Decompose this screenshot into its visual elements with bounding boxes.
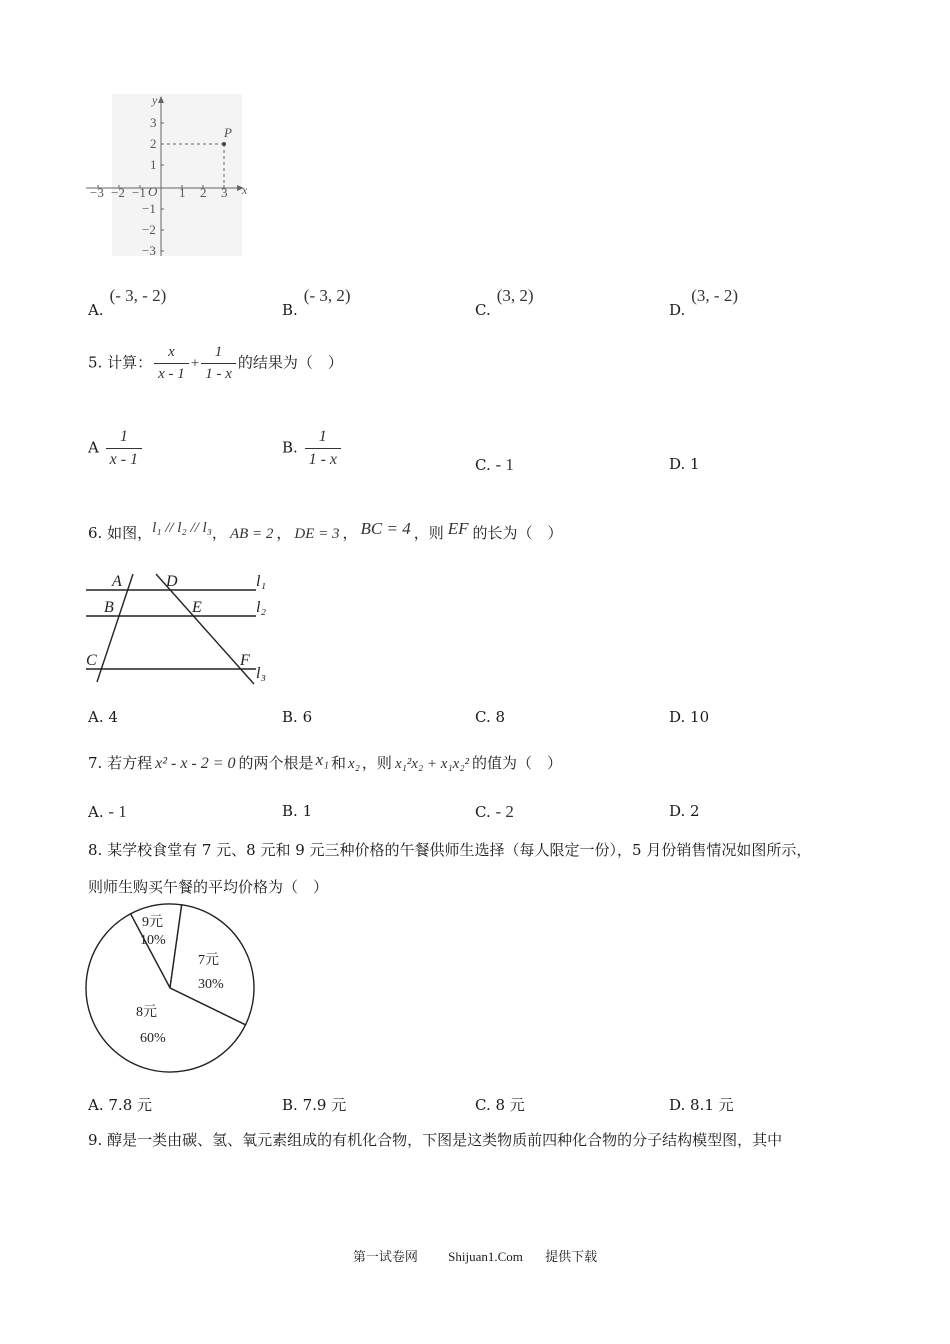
question-9-line-1: 9. 醇是一类由碳、氢、氧元素组成的有机化合物，下图是这类物质前四种化合物的分子结构模型图，其中: [88, 1131, 783, 1149]
y-tick: 2: [150, 136, 157, 151]
label-f: F: [240, 652, 250, 669]
x-tick: −3: [90, 185, 104, 200]
q6-option-c[interactable]: C. 8: [475, 708, 506, 726]
question-7: 7. 若方程 x² - x - 2 = 0 的两个根是 x₁ 和 x₂ ，则 x₁²x₂ + x₁x₂² 的值为（ ）: [88, 750, 563, 772]
x-tick: −1: [132, 185, 146, 200]
q6-option-d[interactable]: D. 10: [669, 708, 710, 726]
q5-option-c[interactable]: C. - 1: [475, 455, 514, 474]
label-a: A: [112, 573, 122, 590]
pie-label-7-yuan: 7元: [198, 953, 219, 968]
q7-option-a[interactable]: A. - 1: [88, 802, 127, 821]
q7-option-b[interactable]: B. 1: [282, 802, 313, 820]
footer-action: 提供下载: [545, 1250, 598, 1265]
pie-value-8-yuan: 60%: [140, 1031, 166, 1046]
q5-option-b[interactable]: B. $\frac{1}{1 - x}$: [282, 428, 343, 469]
y-tick: −3: [142, 243, 156, 258]
label-l3: l₃: [256, 665, 267, 682]
q6-option-b[interactable]: B. 6: [282, 708, 313, 726]
y-tick: 1: [150, 157, 157, 172]
pie-value-9-yuan: 10%: [140, 933, 166, 948]
origin-label: O: [148, 184, 158, 199]
q4-option-d[interactable]: D.(3, - 2): [669, 286, 738, 319]
label-d: D: [166, 573, 178, 590]
q5-fraction-1: $\frac{x}{x - 1}$: [154, 344, 189, 383]
label-c: C: [86, 652, 97, 669]
q5-option-d[interactable]: D. 1: [669, 455, 700, 473]
x-tick: 3: [221, 185, 228, 200]
pie-chart: [84, 902, 256, 1074]
label-l1: l₁: [256, 573, 267, 590]
q4-option-c[interactable]: C.(3, 2): [475, 286, 534, 319]
q5-option-a[interactable]: A $\frac{1}{x - 1}$: [88, 428, 144, 469]
pie-label-8-yuan: 8元: [136, 1005, 157, 1020]
footer-site-cn: 第一试卷网: [352, 1250, 418, 1265]
q8-option-c[interactable]: C. 8 元: [475, 1096, 525, 1114]
y-tick: −2: [142, 222, 156, 237]
x-tick: 2: [200, 185, 207, 200]
q7-option-d[interactable]: D. 2: [669, 802, 700, 820]
point-label: P: [224, 125, 232, 140]
label-b: B: [104, 599, 114, 616]
x-tick: 1: [179, 185, 186, 200]
x-axis-label: x: [242, 183, 248, 197]
q8-option-d[interactable]: D. 8.1 元: [669, 1096, 734, 1114]
label-e: E: [192, 599, 202, 616]
y-tick: 3: [150, 115, 157, 130]
label-l2: l₂: [256, 599, 267, 616]
q4-option-b[interactable]: B.(- 3, 2): [282, 286, 351, 319]
question-5: 5. 计算： $\frac{x}{x - 1}$ + $\frac{1}{1 - x}$ 的结果为（ ）: [88, 344, 343, 382]
page-footer: [0, 1246, 950, 1265]
q8-option-b[interactable]: B. 7.9 元: [282, 1096, 347, 1114]
question-8-line-2: 则师生购买午餐的平均价格为（ ）: [88, 878, 329, 896]
q6-option-a[interactable]: A. 4: [88, 708, 118, 726]
x-tick: −2: [111, 185, 125, 200]
q8-option-a[interactable]: A. 7.8 元: [88, 1096, 153, 1114]
footer-site-en[interactable]: Shijuan1.Com: [448, 1249, 523, 1264]
coordinate-figure: [84, 92, 254, 260]
question-6: 6. 如图，l₁ // l₂ // l₃， AB = 2 ， DE = 3 ， BC = 4 ，则 EF 的长为（ ）: [88, 519, 563, 542]
y-axis-label: y: [152, 93, 158, 107]
y-tick: −1: [142, 201, 156, 216]
question-8-line-1: 8. 某学校食堂有 7 元、8 元和 9 元三种价格的午餐供师生选择（每人限定一份），5 月份销售情况如图所示，: [88, 841, 812, 859]
pie-label-9-yuan: 9元: [142, 915, 163, 930]
q7-option-c[interactable]: C. - 2: [475, 802, 514, 821]
q5-fraction-2: $\frac{1}{1 - x}$: [201, 344, 236, 383]
q4-option-a[interactable]: A.(- 3, - 2): [88, 286, 167, 319]
pie-value-7-yuan: 30%: [198, 977, 224, 992]
parallel-lines-figure: [84, 570, 274, 688]
